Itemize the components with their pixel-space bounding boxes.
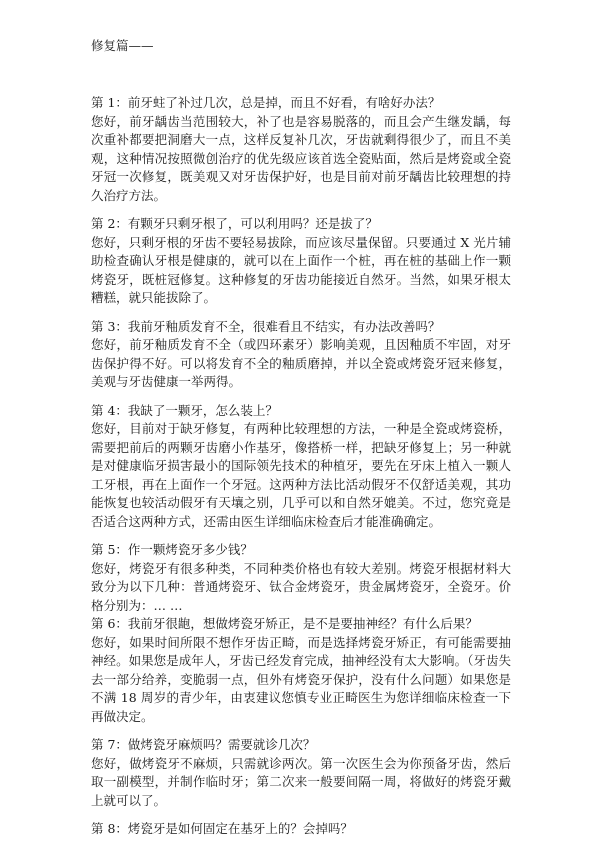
document-page <box>91 36 511 849</box>
section-heading: 修复篇—— <box>91 38 154 53</box>
question-5: 第 5：作一颗烤瓷牙多少钱？ <box>91 542 253 557</box>
answer-7: 您好，做烤瓷牙不麻烦，只需就诊两次。第一次医生会为你预备牙齿，然后取一副模型，并制作临时牙；第二次来一般要间隔一周，将做好的烤瓷牙戴上就可以了。 <box>91 755 511 808</box>
question-4: 第 4：我缺了一颗牙，怎么装上？ <box>91 402 278 418</box>
question-2: 第 2：有颗牙只剩牙根了，可以利用吗？还是拔了？ <box>91 216 378 231</box>
qa-item-1 <box>91 94 511 205</box>
answer-4: 您好，目前对于缺牙修复，有两种比较理想的方法，一种是全瓷或烤瓷桥，需要把前后的两颗牙齿磨小作基牙，像搭桥一样，把缺牙修复上；另一种就是对健康临牙损害最小的国际领先技术的种植牙，要先在牙床上植入一颗人工牙根，再在上面作一个牙冠。这两种方法比活动假牙不仅舒适美观，其功能恢复也较活动假牙有天壤之别，几乎可以和自然牙媲美。不过，您究竟是否适合这两种方式，还需由医生详细临床检查后才能准确确定。 <box>91 421 511 529</box>
answer-3: 您好，前牙釉质发育不全（或四环素牙）影响美观，且因釉质不牢固，对牙齿保护得不好。可以将发育不全的釉质磨掉，并以全瓷或烤瓷牙冠来修复，美观与牙齿健康一举两得。 <box>91 337 511 389</box>
qa-item-8 <box>91 820 511 839</box>
answer-2: 您好，只剩牙根的牙齿不要轻易拔除，而应该尽量保留。只要通过 X 光片辅助检查确认牙根是健康的，就可以在上面作一个桩，再在桩的基础上作一颗烤瓷牙，既桩冠修复。这种修复的牙齿功能接近自然牙。当然，如果牙根太糟糕，就只能拔除了。 <box>91 234 511 305</box>
qa-item-3 <box>91 318 511 392</box>
qa-item-5 <box>91 541 511 615</box>
qa-item-4 <box>91 402 511 532</box>
question-7: 第 7：做烤瓷牙麻烦吗？需要就诊几次？ <box>91 737 316 752</box>
question-3: 第 3：我前牙釉质发育不全，很难看且不结实，有办法改善吗？ <box>91 318 441 334</box>
question-1: 第 1：前牙蛀了补过几次，总是掉，而且不好看，有啥好办法？ <box>91 95 441 110</box>
question-8: 第 8：烤瓷牙是如何固定在基牙上的？会掉吗？ <box>91 821 353 836</box>
answer-6: 您好，如果时间所限不想作牙齿正畸，而是选择烤瓷牙矫正，有可能需要抽神经。如果您是成年人，牙齿已经发育完成，抽神经没有太大影响。（牙齿失去一部分给养，变脆弱一点，但外有烤瓷牙保护，没有什么问题）如果您是不满 18 周岁的青少年，由衷建议您慎专业正畸医生为您详细临床检查一下再做决定。 <box>91 634 511 724</box>
answer-5: 您好，烤瓷牙有很多种类，不同种类价格也有较大差别。烤瓷牙根据材料大致分为以下几种：普通烤瓷牙、钛合金烤瓷牙，贵金属烤瓷牙，全瓷牙。价格分别为：… … <box>91 560 511 613</box>
question-6: 第 6：我前牙很龅，想做烤瓷牙矫正，是不是要抽神经？有什么后果？ <box>91 616 478 631</box>
qa-item-7 <box>91 736 511 810</box>
answer-1: 您好，前牙龋齿当范围较大，补了也是容易脱落的，而且会产生继发龋，每次重补都要把洞磨大一点，这样反复补几次，牙齿就剩得很少了，而且不美观，这种情况按照微创治疗的优先级应该首选全瓷贴面，然后是烤瓷或全瓷牙冠一次修复，既美观又对牙齿保护好，也是目前对前牙龋齿比较理想的持久治疗方法。 <box>91 113 511 203</box>
qa-item-6 <box>91 615 511 726</box>
qa-item-2 <box>91 215 511 308</box>
